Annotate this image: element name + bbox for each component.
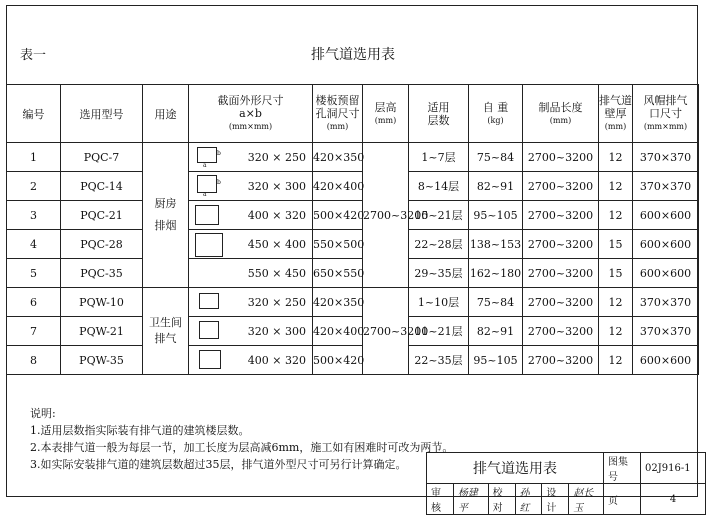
cell-wall: 12 (599, 317, 633, 346)
cell-no: 6 (7, 288, 61, 317)
cell-wall: 12 (599, 143, 633, 172)
dim-a-mark: a (203, 162, 207, 169)
cell-weight: 82~91 (469, 172, 523, 201)
cell-model: PQC-14 (61, 172, 143, 201)
cell-floors: 1~7层 (409, 143, 469, 172)
cell-hole: 420×400 (313, 172, 363, 201)
check-label: 校对 (488, 484, 515, 515)
note-item: 3.如实际安装排气道的建筑层数超过35层，排气道外型尺寸可另行计算确定。 (30, 458, 407, 471)
section-shape (197, 175, 217, 193)
cell-weight: 138~153 (469, 230, 523, 259)
cell-wall: 15 (599, 230, 633, 259)
check-signature: 孙红 (515, 484, 542, 515)
cell-floors: 22~28层 (409, 230, 469, 259)
note-item: 1.适用层数指实际装有排气道的建筑楼层数。 (30, 424, 250, 437)
col-floors: 适用 层数 (409, 85, 469, 143)
cell-wall: 12 (599, 201, 633, 230)
cell-length: 2700~3200 (523, 172, 599, 201)
cell-weight: 162~180 (469, 259, 523, 288)
table-row (7, 201, 699, 230)
cell-no: 7 (7, 317, 61, 346)
cell-section: 400 × 320 (189, 201, 313, 230)
cell-hole: 550×500 (313, 230, 363, 259)
cell-length: 2700~3200 (523, 143, 599, 172)
cell-model: PQW-35 (61, 346, 143, 375)
cell-floors: 11~21层 (409, 317, 469, 346)
atlas-label: 图集号 (604, 453, 641, 484)
note-item: 2.本表排气道一般为每层一节，加工长度为层高减6mm，施工如有困难时可改为两节。 (30, 441, 454, 454)
col-story-height: 层高 (mm) (363, 85, 409, 143)
cell-hole: 500×420 (313, 346, 363, 375)
table-row (7, 172, 699, 201)
cell-floors: 1~10层 (409, 288, 469, 317)
section-shape (199, 321, 219, 339)
col-floor-hole: 楼板预留 孔洞尺寸 (mm) (313, 85, 363, 143)
atlas-number: 02J916-1 (641, 453, 706, 484)
cell-no: 5 (7, 259, 61, 288)
cell-cap: 600×600 (633, 201, 699, 230)
col-length: 制品长度 (mm) (523, 85, 599, 143)
col-model: 选用型号 (61, 85, 143, 143)
table-row (7, 259, 699, 288)
cell-story-height-kitchen: 2700~3200 (363, 143, 409, 288)
cell-cap: 370×370 (633, 288, 699, 317)
cell-no: 2 (7, 172, 61, 201)
col-usage: 用途 (143, 85, 189, 143)
review-label: 审核 (427, 484, 454, 515)
cell-model: PQC-35 (61, 259, 143, 288)
cell-story-height-bathroom: 2700~3200 (363, 288, 409, 375)
cell-hole: 650×550 (313, 259, 363, 288)
col-cap: 风帽排气 口尺寸 (mm×mm) (633, 85, 699, 143)
cell-no: 4 (7, 230, 61, 259)
cell-cap: 370×370 (633, 317, 699, 346)
notes-heading: 说明: (30, 407, 56, 420)
cell-section: 320 × 250 (189, 288, 313, 317)
cell-length: 2700~3200 (523, 259, 599, 288)
cell-floors: 22~35层 (409, 346, 469, 375)
page-title: 排气道选用表 (311, 47, 395, 63)
cell-cap: 600×600 (633, 346, 699, 375)
cell-section: 450 × 400 (189, 230, 313, 259)
design-signature: 赵长玉 (569, 484, 604, 515)
section-shape (195, 205, 219, 225)
page-number: 4 (641, 484, 706, 515)
cell-model: PQW-21 (61, 317, 143, 346)
cell-length: 2700~3200 (523, 288, 599, 317)
col-wall: 排气道 壁厚 (mm) (599, 85, 633, 143)
review-signature: 杨建平 (453, 484, 488, 515)
exhaust-duct-table (6, 84, 699, 375)
cell-floors: 15~21层 (409, 201, 469, 230)
table-header-row (7, 85, 699, 143)
cell-hole: 500×420 (313, 201, 363, 230)
cell-wall: 12 (599, 172, 633, 201)
section-shape (199, 350, 221, 369)
cell-wall: 15 (599, 259, 633, 288)
cell-section: 550 × 450 (189, 259, 313, 288)
section-shape (197, 147, 217, 163)
col-weight: 自 重 (kg) (469, 85, 523, 143)
cell-cap: 370×370 (633, 143, 699, 172)
section-shape (199, 293, 219, 309)
cell-model: PQW-10 (61, 288, 143, 317)
cell-cap: 600×600 (633, 259, 699, 288)
cell-model: PQC-21 (61, 201, 143, 230)
cell-no: 8 (7, 346, 61, 375)
col-section: 截面外形尺寸 a×b (mm×mm) (189, 85, 313, 143)
cell-floors: 8~14层 (409, 172, 469, 201)
cell-weight: 75~84 (469, 143, 523, 172)
table-row (7, 346, 699, 375)
cell-usage-bathroom: 卫生间 排气 (143, 288, 189, 375)
dim-b-mark: b (217, 179, 221, 186)
cell-no: 3 (7, 201, 61, 230)
cell-section: b a 320 × 250 (189, 143, 313, 172)
cell-floors: 29~35层 (409, 259, 469, 288)
cell-length: 2700~3200 (523, 230, 599, 259)
cell-hole: 420×400 (313, 317, 363, 346)
cell-section: 320 × 300 (189, 317, 313, 346)
dim-a-mark: a (203, 191, 207, 198)
cell-model: PQC-7 (61, 143, 143, 172)
table-row (7, 143, 699, 172)
col-no: 编号 (7, 85, 61, 143)
table-label: 表一 (20, 48, 47, 63)
cell-weight: 75~84 (469, 288, 523, 317)
dim-b-mark: b (217, 150, 221, 157)
cell-no: 1 (7, 143, 61, 172)
cell-length: 2700~3200 (523, 346, 599, 375)
cell-section: b a 320 × 300 (189, 172, 313, 201)
page-label: 页 (604, 484, 641, 515)
cell-cap: 370×370 (633, 172, 699, 201)
design-label: 设计 (542, 484, 569, 515)
cell-weight: 95~105 (469, 346, 523, 375)
notes-block (30, 405, 453, 473)
cell-section: 400 × 320 (189, 346, 313, 375)
table-row (7, 288, 699, 317)
title-block-title: 排气道选用表 (427, 453, 604, 484)
cell-cap: 600×600 (633, 230, 699, 259)
cell-hole: 420×350 (313, 288, 363, 317)
table-row (7, 317, 699, 346)
cell-wall: 12 (599, 346, 633, 375)
cell-usage-kitchen: 厨房 排烟 (143, 143, 189, 288)
section-shape (195, 233, 223, 257)
cell-weight: 82~91 (469, 317, 523, 346)
cell-weight: 95~105 (469, 201, 523, 230)
cell-length: 2700~3200 (523, 317, 599, 346)
cell-length: 2700~3200 (523, 201, 599, 230)
cell-model: PQC-28 (61, 230, 143, 259)
cell-wall: 12 (599, 288, 633, 317)
cell-hole: 420×350 (313, 143, 363, 172)
table-row (7, 230, 699, 259)
